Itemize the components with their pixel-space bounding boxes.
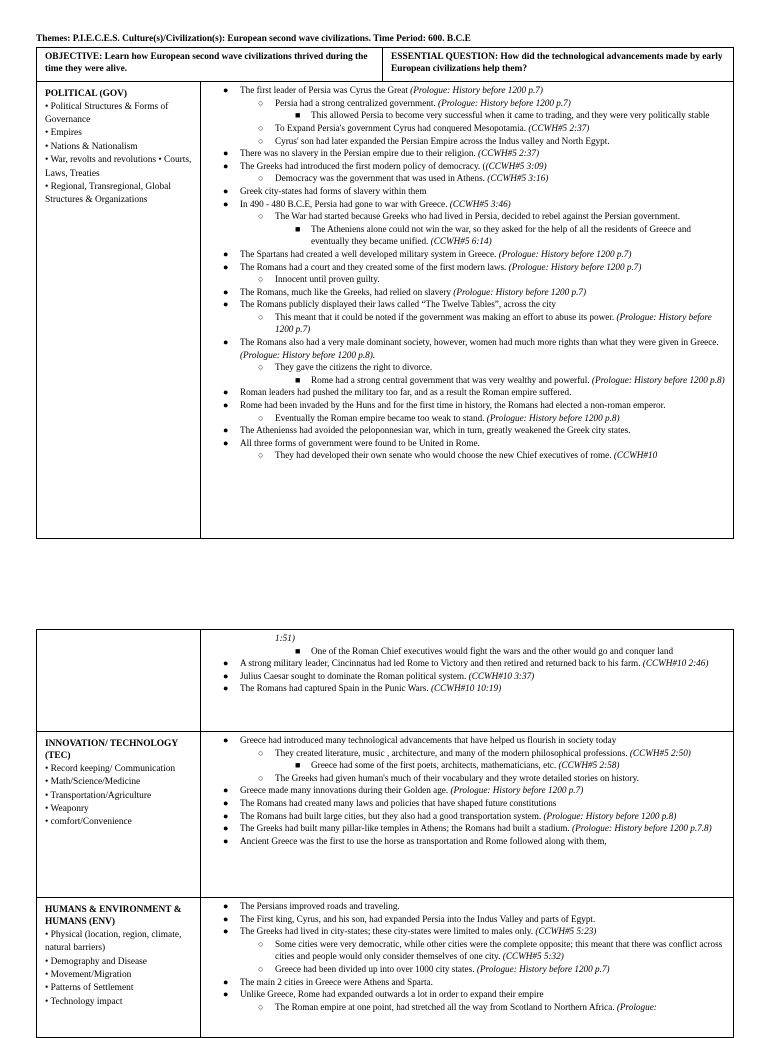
note-text: Greece had been divided up into over 1000 city states.	[275, 963, 477, 974]
note-citation: (CCWH#10 2:46)	[642, 658, 709, 669]
note-citation: (Prologue: History before 1200 p.7)	[450, 785, 584, 796]
note-citation: (Prologue: History before 1200 p.7)	[453, 286, 587, 297]
note-item	[205, 198, 729, 211]
note-citation: (Prologue: History before 1200 p.7)	[438, 97, 571, 108]
note-text: This meant that it could be noted if the government was making an effort to abuse its power.	[275, 311, 617, 322]
note-item	[205, 273, 729, 286]
bullet-dot-icon: ●	[223, 198, 229, 209]
note-text: Greece made many innovations during their Golden age.	[240, 785, 451, 796]
bullet-dot-icon: ●	[223, 658, 229, 669]
note-item	[205, 386, 729, 399]
note-citation: (CCWH#10 10:19)	[430, 683, 502, 694]
notes-table-page-1	[36, 47, 734, 539]
innovation-category-cell	[37, 732, 201, 898]
note-text: In 490 - 480 B.C.E, Persia had gone to war with Greece.	[240, 198, 450, 209]
innovation-topic: • Math/Science/Medicine	[45, 777, 141, 788]
note-item	[205, 160, 729, 173]
bullet-circle-icon: ○	[258, 963, 264, 974]
bullet-circle-icon: ○	[258, 311, 264, 322]
note-text: Greece had introduced many technological advancements that have helped us flourish in society today	[240, 735, 617, 745]
note-citation: (Prologue: History before 1200 p.8).	[240, 349, 376, 360]
bullet-dot-icon: ●	[223, 735, 229, 745]
bullet-dot-icon: ●	[223, 148, 229, 159]
note-item	[205, 913, 729, 926]
note-text: They had developed their own senate who would choose the new Chief executives of rome.	[275, 450, 614, 461]
bullet-circle-icon: ○	[258, 938, 264, 949]
note-citation: (CCWH#5 2:37)	[478, 148, 540, 159]
political-continued-list	[205, 632, 729, 695]
note-item	[205, 437, 729, 450]
bullet-dot-icon: ●	[223, 160, 229, 171]
note-item	[205, 682, 729, 695]
note-item	[205, 900, 729, 913]
note-item	[205, 361, 729, 374]
note-text: The First king, Cyrus, and his son, had expanded Persia into the Indus Valley and parts of Egypt.	[240, 913, 596, 924]
note-text: The Persians improved roads and traveling.	[240, 901, 400, 911]
bullet-dot-icon: ●	[223, 437, 229, 448]
note-item	[205, 311, 729, 336]
innovation-notes-cell	[201, 732, 734, 898]
environment-notes-list	[205, 900, 729, 1013]
note-item	[205, 97, 729, 110]
note-item	[205, 632, 729, 645]
note-citation: (Prologue: History before 1200 p.7)	[410, 85, 543, 96]
bullet-dot-icon: ●	[223, 85, 229, 96]
note-citation: (Prologue: History before 1200 p.7)	[476, 963, 610, 974]
political-category-cell	[37, 82, 201, 539]
note-item	[205, 298, 729, 311]
bullet-dot-icon: ●	[223, 835, 229, 846]
bullet-dot-icon: ●	[223, 913, 229, 924]
note-citation: (CCWH#10 3:37)	[468, 670, 535, 681]
note-citation: (Prologue: History before 1200 p.7)	[508, 261, 642, 272]
bullet-square-icon: ■	[295, 374, 301, 385]
note-citation: (CCWH#5 2:58)	[558, 760, 620, 771]
environment-title: HUMANS & ENVIRONMENT & HUMANS (ENV)	[45, 905, 182, 928]
bullet-circle-icon: ○	[258, 274, 264, 285]
note-citation: (CCWH#5 3:09)	[485, 160, 547, 171]
bullet-dot-icon: ●	[223, 976, 229, 987]
note-citation: (CCWH#10	[613, 450, 658, 461]
note-item	[205, 734, 729, 747]
note-text: The Romans had created many laws and policies that have shaped future constitutions	[240, 797, 557, 808]
note-item	[205, 759, 729, 772]
note-text: Persia had a strong centralized government.	[275, 97, 439, 108]
note-citation: (CCWH#5 2:37)	[528, 122, 590, 133]
note-text: The Roman empire at one point, had stretched all the way from Scotland to Northern Africa.	[275, 1001, 617, 1012]
note-text: The Romans also had a very male dominant society, however, women had much more rights than what they were given in Greece.	[240, 337, 719, 348]
political-continued-notes-cell	[201, 630, 734, 732]
note-item	[205, 988, 729, 1001]
bullet-dot-icon: ●	[223, 185, 229, 196]
note-citation: (Prologue: History before 1200 p.7)	[275, 311, 712, 335]
political-topic: • Empires	[45, 128, 82, 139]
note-item	[205, 835, 729, 848]
note-item	[205, 374, 729, 387]
note-text: Ancient Greece was the first to use the horse as transportation and Rome followed along with them,	[240, 835, 607, 846]
note-item	[205, 645, 729, 658]
note-item	[205, 147, 729, 160]
note-text: The War had started because Greeks who had lived in Persia, decided to rebel against the Persian government.	[275, 211, 680, 222]
bullet-circle-icon: ○	[258, 412, 264, 423]
note-item	[205, 797, 729, 810]
note-item	[205, 248, 729, 261]
environment-topic: • Patterns of Settlement	[45, 983, 134, 994]
bullet-dot-icon: ●	[223, 901, 229, 911]
bullet-dot-icon: ●	[223, 823, 229, 834]
note-citation: (Prologue:	[616, 1001, 657, 1012]
political-topic: • Political Structures & Forms of Governance	[45, 101, 169, 125]
note-text: The Greeks had built many pillar-like temples in Athens; the Romans had built a stadium.	[240, 823, 573, 834]
note-item	[205, 185, 729, 198]
environment-notes-cell	[201, 898, 734, 1038]
note-text: Greece had some of the first poets, architects, mathematicians, etc.	[311, 760, 559, 771]
innovation-topic: • Record keeping/ Communication	[45, 763, 176, 774]
note-item	[205, 172, 729, 185]
note-text: They gave the citizens the right to divorce.	[275, 362, 433, 373]
note-citation: (CCWH#5 3:46)	[449, 198, 511, 209]
bullet-circle-icon: ○	[258, 1001, 264, 1012]
political-topic: • War, revolts and revolutions • Courts, Laws, Treaties	[45, 155, 192, 179]
note-text: The Spartans had created a well developed military system in Greece.	[240, 248, 499, 259]
bullet-circle-icon: ○	[258, 772, 264, 783]
note-text: All three forms of government were found to be United in Rome.	[240, 437, 480, 448]
note-item	[205, 399, 729, 412]
note-text: A strong military leader, Cincinnatus had led Rome to Victory and then retired and returned back to his farm.	[240, 658, 643, 669]
note-text: The Athenienss had avoided the peloponnesian war, which in turn, greatly weakened the Greek city states.	[240, 425, 631, 436]
note-item	[205, 963, 729, 976]
innovation-topic: • Weaponry	[45, 804, 89, 815]
note-text: The Greeks had given human's much of their vocabulary and they wrote detailed stories on history.	[275, 772, 639, 783]
innovation-title: INNOVATION/ TECHNOLOGY (TEC)	[45, 739, 178, 762]
bullet-square-icon: ■	[295, 110, 301, 121]
note-text: The Romans publicly displayed their laws called “The Twelve Tables”, across the city	[240, 299, 557, 310]
objective-text: OBJECTIVE: Learn how European second wave civilizations thrived during the time they were alive.	[45, 52, 368, 74]
note-text: Rome had been invaded by the Huns and for the first time in history, the Romans had elected a non-roman emperor.	[240, 400, 666, 411]
political-notes-list	[205, 84, 729, 462]
themes-heading: Themes: P.I.E.C.E.S. Culture(s)/Civilization(s): European second wave civilizations. Time Period: 600. B.C.E	[36, 34, 471, 44]
bullet-dot-icon: ●	[223, 286, 229, 297]
bullet-dot-icon: ●	[223, 261, 229, 272]
bullet-circle-icon: ○	[258, 122, 264, 133]
political-title: POLITICAL (GOV)	[45, 89, 128, 100]
innovation-topic: • comfort/Convenience	[45, 817, 132, 828]
bullet-dot-icon: ●	[223, 810, 229, 821]
note-item	[205, 424, 729, 437]
bullet-square-icon: ■	[295, 223, 301, 234]
bullet-dot-icon: ●	[223, 989, 229, 1000]
environment-topic: • Movement/Migration	[45, 970, 132, 981]
note-citation: (Prologue: History before 1200 p.8)	[543, 810, 677, 821]
note-text: Greek city-states had forms of slavery within them	[240, 185, 427, 196]
note-item	[205, 657, 729, 670]
bullet-dot-icon: ●	[223, 387, 229, 398]
note-item	[205, 449, 729, 462]
note-text: They created literature, music , architecture, and many of the modern philosophical professions.	[275, 747, 630, 758]
bullet-dot-icon: ●	[223, 425, 229, 436]
note-item	[205, 261, 729, 274]
note-text: The Romans, much like the Greeks, had relied on slavery	[240, 286, 454, 297]
note-citation: 1:51)	[275, 633, 295, 643]
note-citation: (Prologue: History before 1200 p.8)	[591, 374, 725, 385]
note-text: Roman leaders had pushed the military too far, and as a result the Roman empire suffered.	[240, 387, 572, 398]
note-item	[205, 822, 729, 835]
note-text: The Romans had captured Spain in the Punic Wars.	[240, 683, 431, 694]
note-text: The Greeks had introduced the first modern policy of democracy. (	[240, 160, 486, 171]
bullet-circle-icon: ○	[258, 173, 264, 184]
note-text: Some cities were very democratic, while other cities were the complete opposite; this meant that there was conflict across cities and people would only consider themselves of one city.	[275, 938, 723, 962]
note-text: Cyrus' son had later expanded the Persian Empire across the Indus valley and North Egypt.	[275, 135, 610, 146]
political-topic: • Regional, Transregional, Global Structures & Organizations	[45, 182, 171, 206]
political-continued-label-cell	[37, 630, 201, 732]
bullet-circle-icon: ○	[258, 211, 264, 222]
note-citation: (Prologue: History before 1200 p.7.8)	[572, 823, 712, 834]
note-item	[205, 810, 729, 823]
bullet-dot-icon: ●	[223, 337, 229, 348]
note-text: The Greeks had lived in city-states; these city-states were limited to males only.	[240, 926, 536, 937]
note-item	[205, 976, 729, 989]
note-item	[205, 336, 729, 361]
bullet-circle-icon: ○	[258, 450, 264, 461]
note-text: Rome had a strong central government that was very wealthy and powerful.	[311, 374, 592, 385]
note-text: Eventually the Roman empire became too weak to stand.	[275, 412, 487, 423]
note-citation: (CCWH#5 5:32)	[502, 951, 564, 962]
note-item	[205, 784, 729, 797]
note-item	[205, 938, 729, 963]
bullet-square-icon: ■	[295, 645, 301, 656]
note-text: The Romans had a court and they created some of the first modern laws.	[240, 261, 509, 272]
bullet-circle-icon: ○	[258, 747, 264, 758]
note-text: The Romans had built large cities, but they also had a good transportation system.	[240, 810, 544, 821]
note-text: Democracy was the government that was used in Athens.	[275, 173, 488, 184]
environment-topic: • Technology impact	[45, 996, 123, 1007]
political-notes-cell	[201, 82, 734, 539]
objective-cell	[37, 48, 383, 82]
note-text: Innocent until proven guilty.	[275, 274, 380, 285]
environment-topic: • Physical (location, region, climate, natural barriers)	[45, 929, 182, 954]
note-text: Unlike Greece, Rome had expanded outwards a lot in order to expand their empire	[240, 989, 544, 1000]
note-item	[205, 286, 729, 299]
bullet-circle-icon: ○	[258, 97, 264, 108]
note-citation: (CCWH#5 3:16)	[487, 173, 549, 184]
note-text: Julius Caesar sought to dominate the Roman political system.	[240, 670, 469, 681]
note-item	[205, 84, 729, 97]
bullet-square-icon: ■	[295, 760, 301, 771]
innovation-notes-list	[205, 734, 729, 847]
bullet-circle-icon: ○	[258, 362, 264, 373]
bullet-dot-icon: ●	[223, 400, 229, 411]
note-text: The first leader of Persia was Cyrus the Great	[240, 85, 411, 96]
note-text: The main 2 cities in Greece were Athens and Sparta.	[240, 976, 433, 987]
bullet-dot-icon: ●	[223, 797, 229, 808]
note-item	[205, 135, 729, 148]
bullet-dot-icon: ●	[223, 299, 229, 310]
bullet-dot-icon: ●	[223, 926, 229, 937]
notes-table-page-2	[36, 629, 734, 1038]
note-citation: (CCWH#5 2:50)	[629, 747, 691, 758]
bullet-dot-icon: ●	[223, 670, 229, 681]
note-item	[205, 670, 729, 683]
bullet-dot-icon: ●	[223, 248, 229, 259]
note-text: One of the Roman Chief executives would fight the wars and the other would go and conquer land	[311, 645, 674, 656]
political-topic: • Nations & Nationalism	[45, 141, 138, 152]
note-item	[205, 925, 729, 938]
essential-question-text: ESSENTIAL QUESTION: How did the technological advancements made by early European civilizations help them?	[391, 52, 723, 74]
note-citation: (Prologue: History before 1200 p.8)	[486, 412, 620, 423]
note-item	[205, 1001, 729, 1014]
bullet-dot-icon: ●	[223, 683, 229, 694]
innovation-topic: • Transportation/Agriculture	[45, 790, 152, 801]
note-item	[205, 412, 729, 425]
note-text: This allowed Persia to become very successful when it came to trading, and they were very politically stable	[311, 110, 710, 121]
note-citation: (CCWH#5 6:14)	[430, 236, 492, 247]
note-text: To Expand Persia's government Cyrus had conquered Mesopotamia.	[275, 122, 529, 133]
note-text: There was no slavery in the Persian empire due to their religion.	[240, 148, 479, 159]
note-citation: (Prologue: History before 1200 p.7)	[498, 248, 632, 259]
note-item	[205, 747, 729, 760]
environment-topic: • Demography and Disease	[45, 956, 147, 967]
bullet-dot-icon: ●	[223, 785, 229, 796]
note-item	[205, 772, 729, 785]
note-citation: (CCWH#5 5:23)	[535, 926, 597, 937]
note-item	[205, 122, 729, 135]
environment-category-cell	[37, 898, 201, 1038]
note-item	[205, 223, 729, 248]
note-item	[205, 210, 729, 223]
note-item	[205, 109, 729, 122]
note-text: The Atheniens alone could not win the war, so they asked for the help of all the residents of Greece and eventually they became unified.	[311, 223, 692, 247]
essential-question-cell	[383, 48, 734, 82]
bullet-circle-icon: ○	[258, 135, 264, 146]
